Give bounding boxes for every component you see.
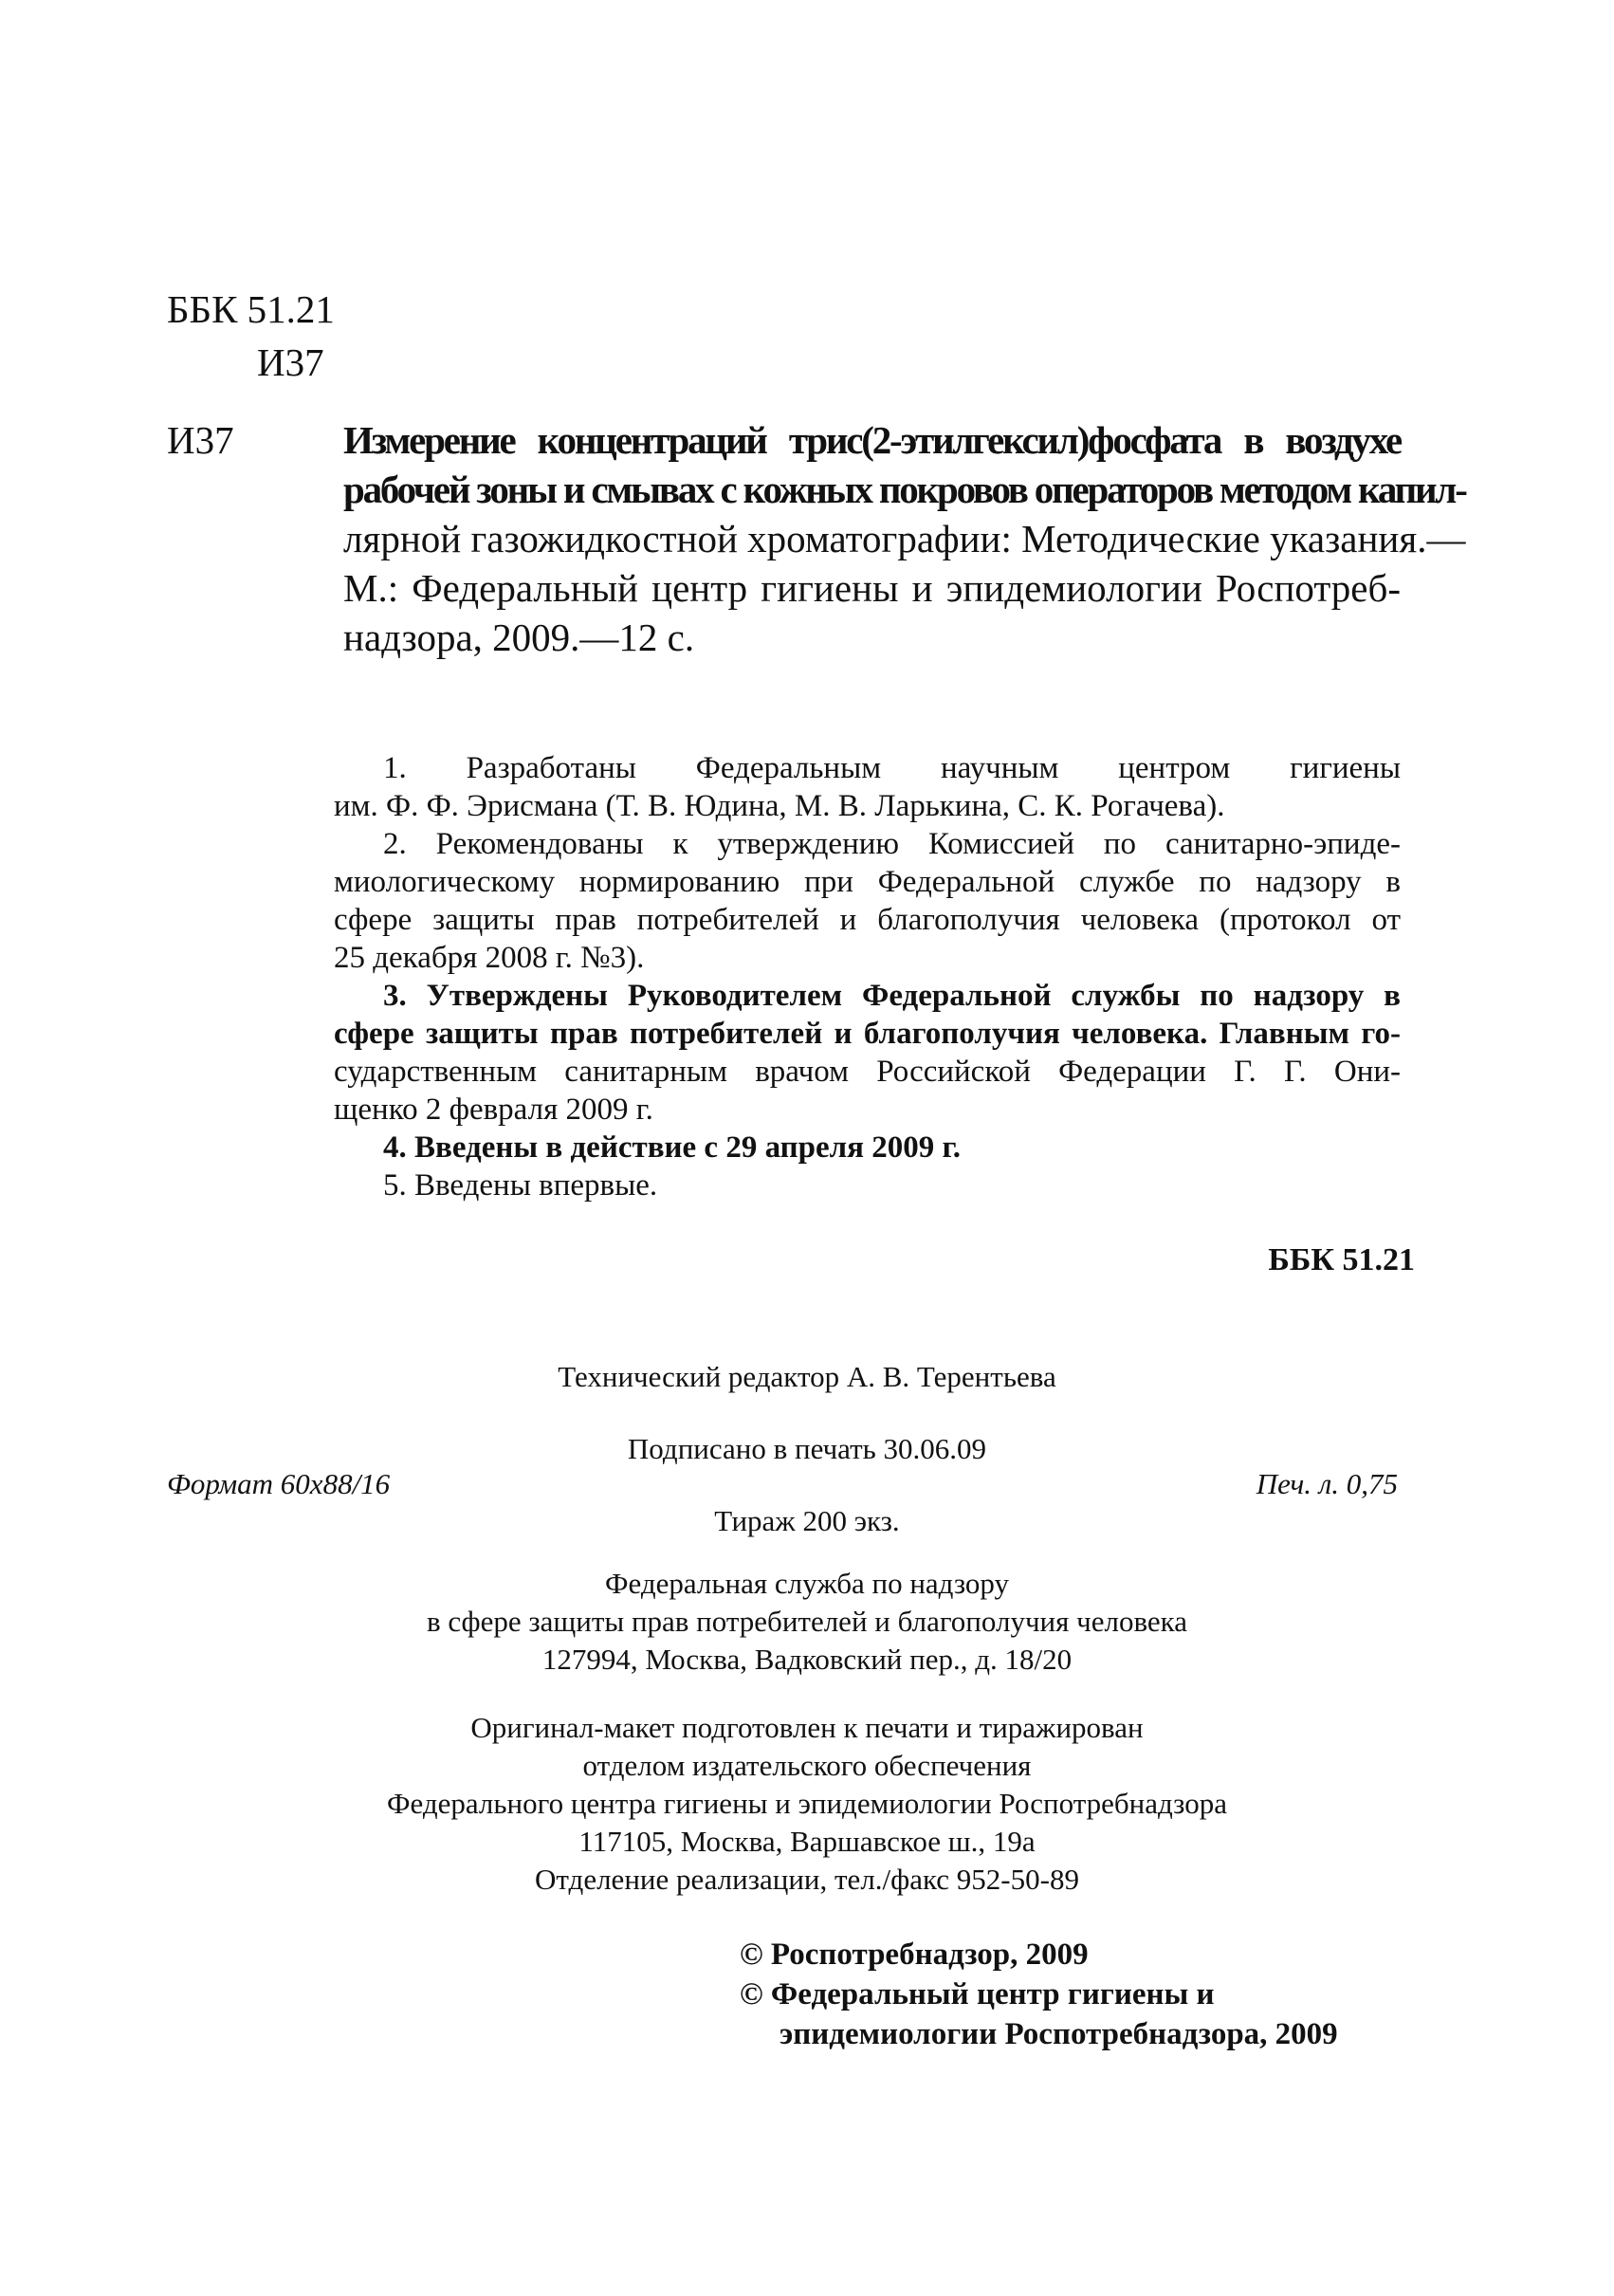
signed-date: Подписано в печать 30.06.09 [627,1432,987,1465]
copyright-line: © Федеральный центр гигиены и [740,1977,1215,2011]
author-mark: И37 [257,340,324,384]
production-block [0,1709,1614,1899]
publisher-block [0,1565,1614,1679]
copyright-block [740,1935,1460,2054]
citation-line: М.: Федеральный центр гигиены и эпидемиологии Роспотреб- [343,566,1401,610]
note-line: сударственным санитарным врачом Российской Федерации Г. Г. Они- [334,1055,1401,1089]
print-run: Тираж 200 экз. [714,1504,900,1537]
author-mark-left: И37 [167,418,234,462]
note-line: им. Ф. Ф. Эрисмана (Т. В. Юдина, М. В. Ларькина, С. К. Рогачева). [334,789,1225,823]
development-notes [334,749,1401,1204]
bbk-code: ББК 51.21 [167,287,335,331]
production-line: Федерального центра гигиены и эпидемиологии Роспотребнадзора [387,1787,1227,1820]
citation-block [343,415,1466,662]
citation-line [343,465,1466,514]
print-sheets: Печ. л. 0,75 [1256,1467,1398,1500]
production-line: отделом издательского обеспечения [582,1749,1032,1782]
note-line: сфере защиты прав потребителей и благополучия человека (протокол от [334,903,1401,937]
citation-line [343,415,1401,465]
citation-title-text: Измерение концентраций трис(2-этилгексил)фосфата в воздухе [343,418,1401,462]
note-line: 5. Введены впервые. [383,1168,658,1203]
note-line: 2. Рекомендованы к утверждению Комиссией по санитарно-эпиде- [383,827,1401,861]
print-format: Формат 60x88/16 [167,1467,391,1500]
copyright-line: © Роспотребнадзор, 2009 [740,1938,1089,1972]
publisher-line: Федеральная служба по надзору [605,1567,1009,1600]
citation-title-text: рабочей зоны и смывах с кожных покровов операторов методом капил- [343,468,1466,511]
note-line: 4. Введены в действие с 29 апреля 2009 г. [383,1130,962,1165]
production-line: 117105, Москва, Варшавское ш., 19а [578,1825,1036,1858]
note-line: миологическому нормированию при Федеральной службе по надзору в [334,865,1401,899]
tech-editor: Технический редактор А. В. Терентьева [558,1360,1056,1393]
note-line: 1. Разработаны Федеральным научным центром гигиены [383,751,1401,785]
production-line: Отделение реализации, тел./факс 952-50-89 [535,1863,1079,1896]
citation-line: лярной газожидкостной хроматографии: Методические указания.— [343,517,1466,560]
copyright-line: эпидемиологии Роспотребнадзора, 2009 [779,2017,1338,2051]
note-line: 3. Утверждены Руководителем Федеральной службы по надзору в [383,979,1401,1013]
bbk-code-right: ББК 51.21 [1268,1242,1415,1277]
note-line: сфере защиты прав потребителей и благополучия человека. Главным го- [334,1017,1401,1051]
publisher-line: в сфере защиты прав потребителей и благополучия человека [426,1605,1188,1638]
citation-line: надзора, 2009.—12 с. [343,615,695,659]
note-line: 25 декабря 2008 г. №3). [334,941,645,975]
production-line: Оригинал-макет подготовлен к печати и тиражирован [470,1711,1144,1744]
note-line: щенко 2 февраля 2009 г. [334,1093,653,1127]
publisher-line: 127994, Москва, Вадковский пер., д. 18/20 [541,1643,1073,1676]
